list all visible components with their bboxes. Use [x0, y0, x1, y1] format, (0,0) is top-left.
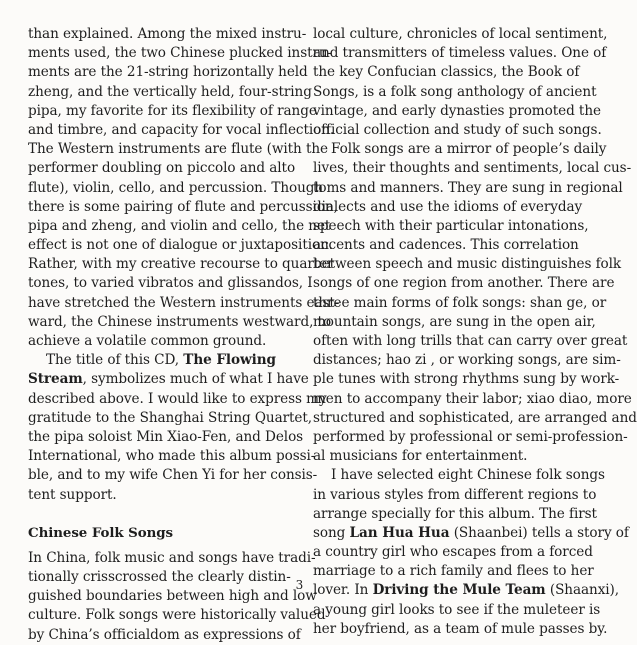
- text-line: gratitude to the Shanghai String Quartet,: [28, 409, 313, 426]
- text-line: men to accompany their labor; xiao diao, more: [313, 390, 632, 407]
- text-line: vintage, and early dynasties promoted the: [313, 102, 601, 119]
- text-line: In China, folk music and songs have tradi-: [28, 549, 316, 566]
- paragraph: [28, 549, 326, 645]
- left-column: [28, 25, 340, 645]
- paragraph: [313, 466, 629, 639]
- text-line: performer doubling on piccolo and alto: [28, 160, 296, 177]
- text-line: official collection and study of such songs.: [313, 121, 602, 138]
- text-run: (Shaanbei) tells a story of: [449, 524, 629, 541]
- text-line: arrange specially for this album. The first: [313, 505, 597, 522]
- text-line: mountain songs, are sung in the open air,: [313, 313, 596, 330]
- text-run: lover. In: [313, 582, 373, 599]
- text-line: ments are the 21-string horizontally held: [28, 64, 308, 81]
- text-line: accents and cadences. This correlation: [313, 237, 579, 254]
- text-line: ple tunes with strong rhythms sung by work-: [313, 371, 620, 388]
- text-run: (Shaanxi),: [545, 582, 620, 599]
- text-line: performed by professional or semi-profession-: [313, 428, 628, 445]
- text-line: culture. Folk songs were historically valued: [28, 607, 326, 624]
- text-line: tones, to varied vibratos and glissandos, I: [28, 275, 313, 292]
- text-line: and transmitters of timeless values. One of: [313, 45, 607, 62]
- text-line: distances; hao zi , or working songs, are sim-: [313, 352, 621, 369]
- text-line: dialects and use the idioms of everyday: [313, 198, 583, 215]
- text-line: [28, 370, 309, 389]
- text-line: ward, the Chinese instruments westward, to: [28, 313, 332, 330]
- page-number: 3: [295, 578, 304, 592]
- text-line: speech with their particular intonations,: [313, 217, 589, 234]
- text-line: a young girl looks to see if the muleteer is: [313, 601, 601, 618]
- text-line: ments used, the two Chinese plucked instru-: [28, 45, 333, 62]
- text-run: The title of this CD,: [46, 352, 184, 369]
- text-run: song: [313, 524, 350, 541]
- album-title-part: Stream: [28, 371, 83, 388]
- text-line: local culture, chronicles of local sentiment,: [313, 26, 608, 42]
- text-line: songs of one region from another. There are: [313, 275, 615, 292]
- text-line: International, who made this album possi-: [28, 448, 316, 465]
- text-line: tent support.: [28, 486, 117, 503]
- text-line: marriage to a rich family and flees to her: [313, 563, 594, 580]
- text-line: than explained. Among the mixed instru-: [28, 26, 307, 42]
- text-line: a country girl who escapes from a forced: [313, 544, 593, 561]
- text-line: effect is not one of dialogue or juxtaposition.: [28, 237, 333, 254]
- text-line: her boyfriend, as a team of mule passes by.: [313, 620, 608, 637]
- text-line: [313, 524, 629, 543]
- song-title: Lan Hua Hua: [349, 524, 450, 541]
- text-line: and timbre, and capacity for vocal inflection.: [28, 121, 335, 138]
- text-line: Songs, is a folk song anthology of ancient: [313, 83, 597, 100]
- text-line: the pipa soloist Min Xiao-Fen, and Delos: [28, 428, 304, 445]
- text-line: by China’s officialdom as expressions of: [28, 626, 301, 643]
- text-line: flute), violin, cello, and percussion. Though: [28, 179, 324, 196]
- text-line: zheng, and the vertically held, four-string: [28, 83, 312, 100]
- right-column: [313, 25, 637, 639]
- text-line: al musicians for entertainment.: [313, 448, 528, 465]
- text-line: the key Confucian classics, the Book of: [313, 64, 580, 81]
- album-title-part: The Flowing: [183, 352, 276, 369]
- text-line: described above. I would like to express my: [28, 390, 327, 407]
- text-line: have stretched the Western instruments east-: [28, 294, 340, 311]
- text-line: guished boundaries between high and low: [28, 588, 317, 605]
- text-line: [28, 351, 296, 370]
- song-title: Driving the Mule Team: [372, 582, 546, 599]
- text-line: tionally crisscrossed the clearly distin-: [28, 569, 291, 586]
- text-line: achieve a volatile common ground.: [28, 333, 267, 349]
- text-line: Rather, with my creative recourse to quarter: [28, 256, 334, 273]
- text-line: toms and manners. They are sung in regional: [313, 179, 623, 196]
- text-line: lives, their thoughts and sentiments, local cus-: [313, 160, 632, 177]
- text-line: between speech and music distinguishes folk: [313, 256, 622, 273]
- paragraph: [28, 351, 327, 505]
- text-line: there is some pairing of flute and percussion,: [28, 198, 338, 215]
- paragraph: [28, 25, 340, 351]
- paragraph: [313, 140, 637, 466]
- text-line: Folk songs are a mirror of people’s daily: [331, 141, 607, 158]
- text-line: structured and sophisticated, are arranged and: [313, 409, 637, 426]
- text-line: I have selected eight Chinese folk songs: [331, 467, 605, 484]
- text-line: pipa and zheng, and violin and cello, the net: [28, 217, 331, 234]
- paragraph: [313, 25, 608, 140]
- text-line: ble, and to my wife Chen Yi for her consis-: [28, 467, 318, 484]
- section-heading: Chinese Folk Songs: [28, 524, 173, 541]
- text-run: , symbolizes much of what I have: [82, 371, 309, 388]
- text-line: The Western instruments are flute (with the: [28, 141, 328, 158]
- spacer: [28, 505, 296, 518]
- text-line: three main forms of folk songs: shan ge, or: [313, 294, 607, 311]
- text-line: pipa, my favorite for its flexibility of range: [28, 102, 317, 119]
- text-line: often with long trills that can carry over great: [313, 333, 628, 349]
- text-line: in various styles from different regions to: [313, 486, 597, 503]
